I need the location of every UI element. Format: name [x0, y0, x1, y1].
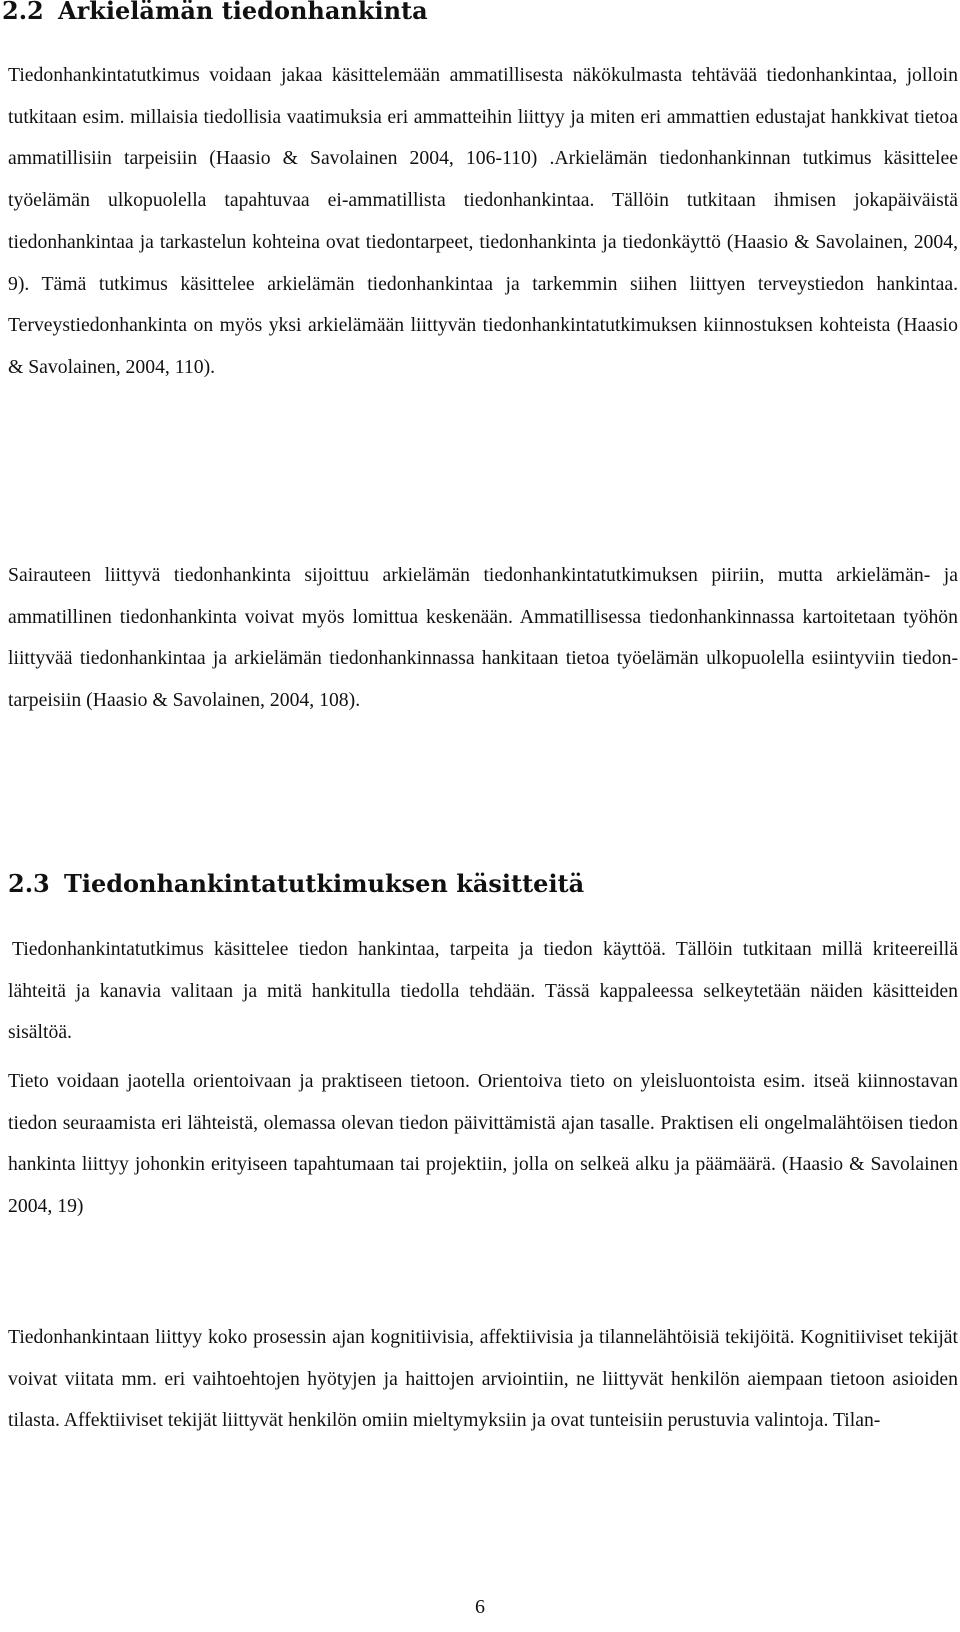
- section-title: Tiedonhankintatutkimuksen käsitteitä: [64, 869, 585, 898]
- body-paragraph: Tiedonhankintatutkimus voidaan jakaa käsittelemään ammatillisesta näkökulmasta tehtävää tiedonhankintaa, jolloin tutkitaan esim. millaisia tiedollisia vaatimuksia eri ammatteihin liittyy ja miten eri ammattien edustajat hankkivat tietoa ammatillisiin tarpeisiin (Haasio & Savolainen 2004, 106-110) .Arkielämän tiedonhankinnan tutkimus käsittelee työelämän ulkopuolella tapahtuvaa ei-ammatillista tiedonhankintaa. Tällöin tutkitaan ihmisen jokapäiväistä tiedonhankintaa ja tarkastelun kohteina ovat tiedontarpeet, tiedonhankinta ja tiedonkäyttö (Haasio & Savolainen, 2004, 9). Tämä tutkimus käsittelee arkielämän tiedonhankintaa ja tarkemmin siihen liittyen terveystiedon hankintaa. Terveystiedonhankinta on myös yksi arkielämään liittyvän tiedonhankintatutkimuksen kiinnostuksen kohteista (Haasio & Savolainen, 2004, 110).: [8, 64, 958, 378]
- section-heading-2-3: [8, 869, 584, 899]
- body-paragraph: Tiedonhankintatutkimus käsittelee tiedon hankintaa, tarpeita ja tiedon käyttöä. Tällöin tutkitaan millä kriteereillä lähteitä ja kanavia valitaan ja mitä hankitulla tiedolla tehdään. Tässä kappaleessa selkeytetään näiden käsitteiden sisältöä.: [8, 938, 958, 1044]
- section-number: 2.3: [8, 869, 50, 898]
- body-paragraph: Tiedonhankintaan liittyy koko prosessin ajan kognitiivisia, affektiivisia ja tilannelähtöisiä tekijöitä. Kognitiiviset tekijät voivat viitata mm. eri vaihtoehtojen hyötyjen ja haittojen arviointiin, ne liittyvät henkilön aiempaan tietoon asioiden tilasta. Affektiiviset tekijät liittyvät henkilön omiin mieltymyksiin ja ovat tunteisiin perustuvia valintoja. Tilan-: [8, 1326, 958, 1432]
- page-number: 6: [475, 1596, 485, 1618]
- section-title: Arkielämän tiedonhankinta: [58, 0, 428, 25]
- section-number: 2.2: [2, 0, 44, 25]
- body-paragraph: Tieto voidaan jaotella orientoivaan ja praktiseen tietoon. Orientoiva tieto on yleisluontoista esim. itseä kiinnostavan tiedon seuraamista eri lähteistä, olemassa olevan tiedon päivittämistä ajan tasalle. Praktisen eli ongelmalähtöisen tiedon hankinta liittyy johonkin erityiseen tapahtumaan tai projektiin, jolla on selkeä alku ja päämäärä. (Haasio & Savolainen 2004, 19): [8, 1070, 958, 1218]
- body-paragraph: Sairauteen liittyvä tiedonhankinta sijoittuu arkielämän tiedonhankintatutkimuksen piiriin, mutta arkielämän- ja ammatillinen tiedonhankinta voivat myös lomittua keskenään. Ammatillisessa tiedonhankinnassa kartoitetaan työhön liittyvää tiedonhankintaa ja arkielämän tiedonhankinnassa hankitaan tietoa työelämän ulkopuolella esiintyviin tiedontarpeisiin (Haasio & Savolainen, 2004, 108).: [8, 564, 958, 712]
- section-heading-2-2: [2, 0, 428, 26]
